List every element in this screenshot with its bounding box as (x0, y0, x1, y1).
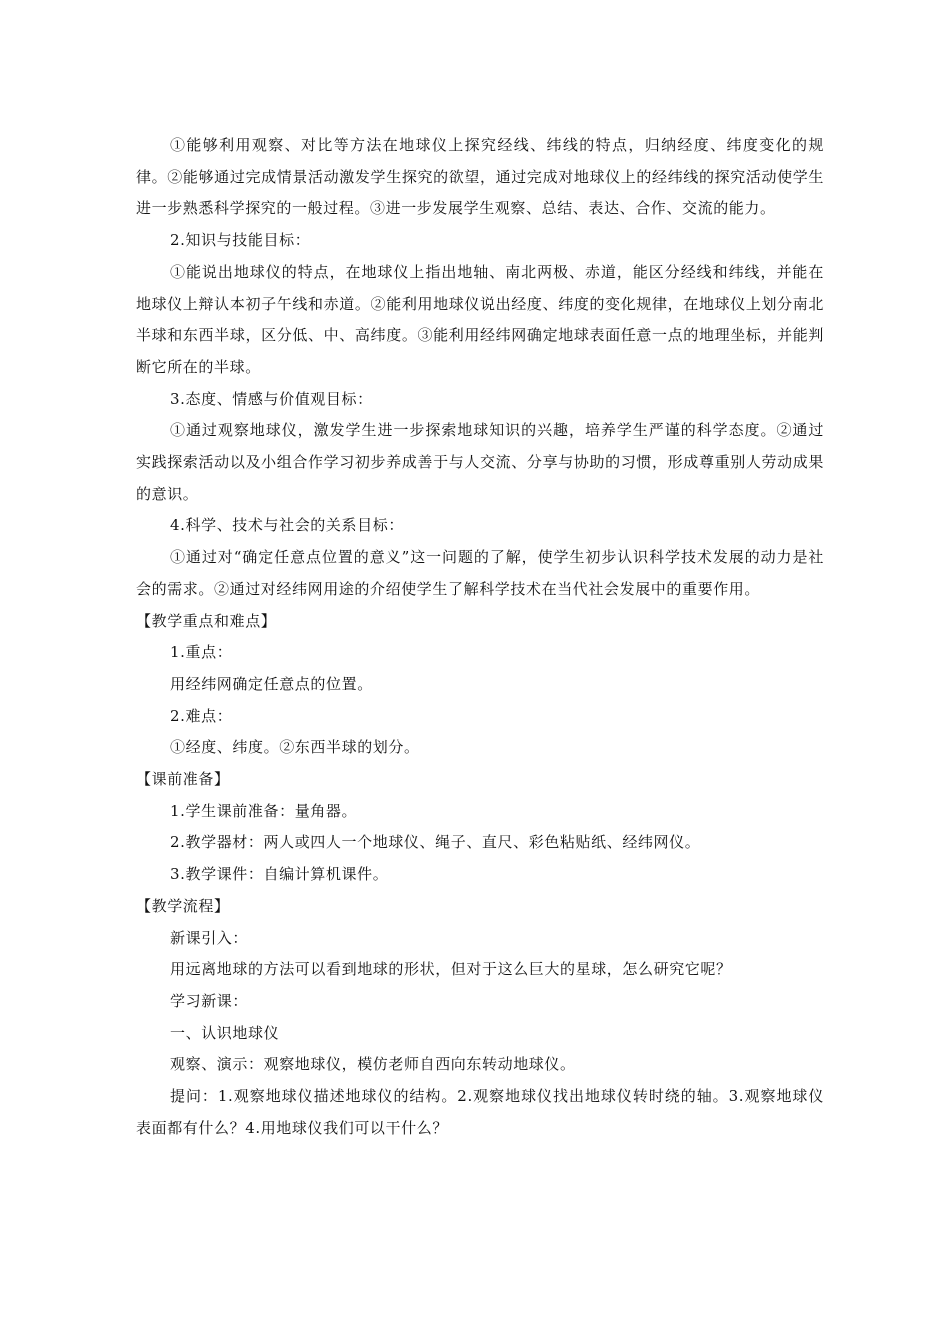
observe-demo-text: 观察、演示：观察地球仪，模仿老师自西向东转动地球仪。 (170, 1055, 576, 1074)
sts-paragraph: ①通过对“确定任意点位置的意义”这一问题的了解，使学生初步认识科学技术发展的动力是社会的需求。②通过对经纬网用途的介绍使学生了解科学技术在当代社会发展中的重要作用。 (136, 548, 824, 598)
section-heading-key-points: 【教学重点和难点】 (136, 611, 277, 630)
section-heading-procedure: 【教学流程】 (136, 896, 230, 915)
key-point-label: 1.重点： (170, 643, 233, 662)
knowledge-skill-heading: 2.知识与技能目标： (170, 231, 311, 250)
globe-section-title: 一、认识地球仪 (170, 1023, 280, 1042)
difficulty-label: 2.难点： (170, 706, 233, 725)
prep-item-courseware: 3.教学课件：自编计算机课件。 (170, 865, 389, 884)
intro-text: 用远离地球的方法可以看到地球的形状，但对于这么巨大的星球，怎么研究它呢？ (170, 960, 732, 979)
difficulty-text: ①经度、纬度。②东西半球的划分。 (170, 738, 420, 757)
prep-item-equipment: 2.教学器材：两人或四人一个地球仪、绳子、直尺、彩色粘贴纸、经纬网仪。 (170, 833, 701, 852)
sts-heading: 4.科学、技术与社会的关系目标： (170, 516, 404, 535)
key-point-text: 用经纬网确定任意点的位置。 (170, 674, 373, 693)
attitude-paragraph: ①通过观察地球仪，激发学生进一步探索地球知识的兴趣，培养学生严谨的科学态度。②通过实践探索活动以及小组合作学习初步养成善于与人交流、分享与协助的习惯，形成尊重别人劳动成果的意识。 (136, 421, 824, 503)
objective-process-paragraph: ①能够利用观察、对比等方法在地球仪上探究经线、纬线的特点，归纳经度、纬度变化的规律。②能够通过完成情景活动激发学生探究的欲望，通过完成对地球仪上的经纬线的探究活动使学生进一步熟悉科学探究的一般过程。③进一步发展学生观察、总结、表达、合作、交流的能力。 (136, 136, 824, 218)
prep-item-students: 1.学生课前准备：量角器。 (170, 801, 358, 820)
knowledge-skill-paragraph: ①能说出地球仪的特点，在地球仪上指出地轴、南北两极、赤道，能区分经线和纬线，并能在地球仪上辩认本初子午线和赤道。②能利用地球仪说出经度、纬度的变化规律，在地球仪上划分南北半球和东西半球，区分低、中、高纬度。③能利用经纬网确定地球表面任意一点的地理坐标，并能判断它所在的半球。 (136, 262, 824, 376)
section-heading-preparation: 【课前准备】 (136, 770, 230, 789)
document-body (136, 130, 824, 1145)
new-lesson-label: 学习新课： (170, 991, 249, 1010)
attitude-heading: 3.态度、情感与价值观目标： (170, 389, 373, 408)
intro-label: 新课引入： (170, 928, 249, 947)
questions-text: 提问：1.观察地球仪描述地球仪的结构。2.观察地球仪找出地球仪转时绕的轴。3.观察地球仪表面都有什么？4.用地球仪我们可以干什么？ (136, 1087, 824, 1137)
